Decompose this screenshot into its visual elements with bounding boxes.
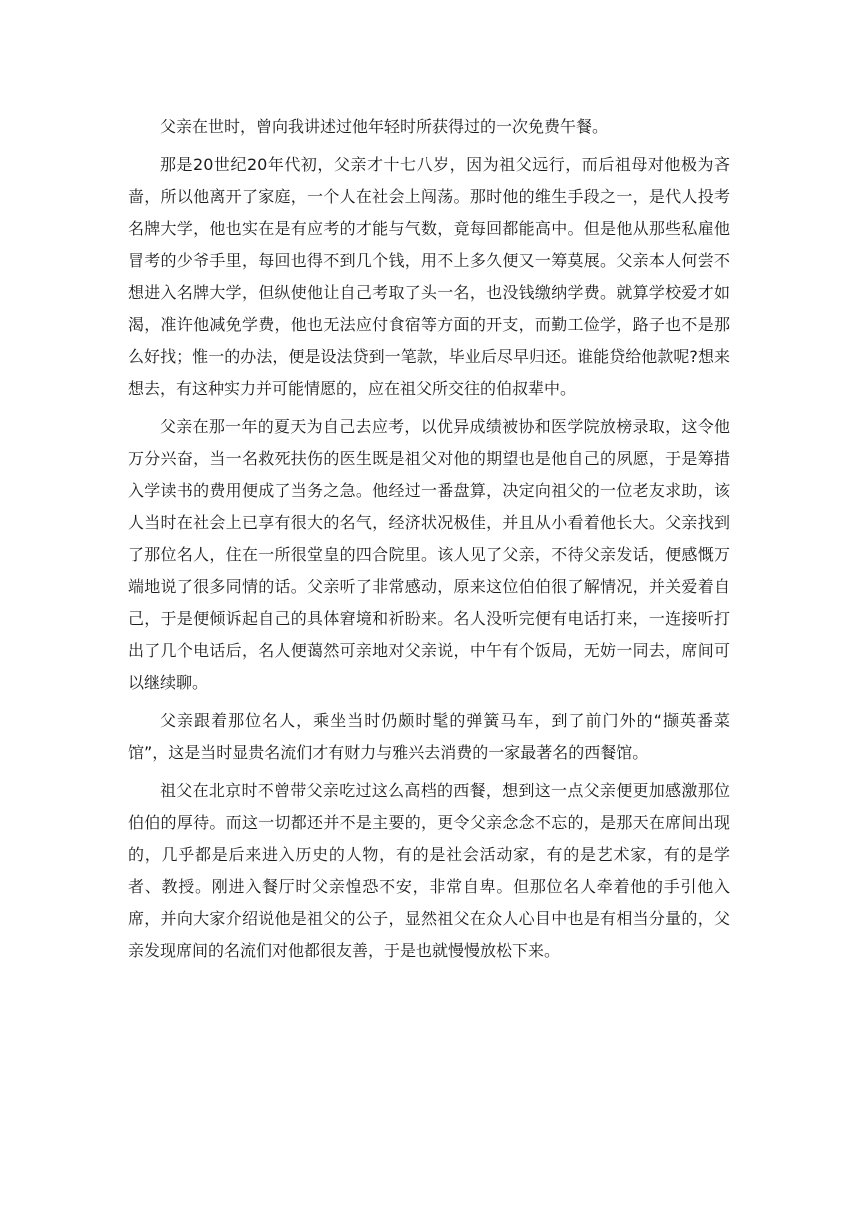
paragraph-3: 父亲在那一年的夏天为自己去应考，以优异成绩被协和医学院放榜录取，这令他万分兴奋，当一名救死扶伤的医生既是祖父对他的期望也是他自己的夙愿，于是筹措入学读书的费用便成了当务之急。他经过一番盘算，决定向祖父的一位老友求助，该人当时在社会上已享有很大的名气，经济状况极佳，并且从小看着他长大。父亲找到了那位名人，住在一所很堂皇的四合院里。该人见了父亲，不待父亲发话，便感慨万端地说了很多同情的话。父亲听了非常感动，原来这位伯伯很了解情况，并关爱着自己，于是便倾诉起自己的具体窘境和祈盼来。名人没听完便有电话打来，一连接听打出了几个电话后，名人便蔼然可亲地对父亲说，中午有个饭局，无妨一同去，席间可以继续聊。 [128,417,730,692]
paragraph-4: 父亲跟着那位名人，乘坐当时仍颇时髦的弹簧马车，到了前门外的“撷英番菜馆”，这是当时显贵名流们才有财力与雅兴去消费的一家最著名的西餐馆。 [128,711,730,762]
paragraph-2: 那是20世纪20年代初，父亲才十七八岁，因为祖父远行，而后祖母对他极为吝啬，所以他离开了家庭，一个人在社会上闯荡。那时他的维生手段之一，是代人投考名牌大学，他也实在是有应考的才能与气数，竟每回都能高中。但是他从那些私雇他冒考的少爷手里，每回也得不到几个钱，用不上多久便又一筹莫展。父亲本人何尝不想进入名牌大学，但纵使他让自己考取了头一名，也没钱缴纳学费。就算学校爱才如渴，准许他减免学费，他也无法应付食宿等方面的开支，而勤工俭学，路子也不是那么好找；惟一的办法，便是设法贷到一笔款，毕业后尽早归还。谁能贷给他款呢?想来想去，有这种实力并可能情愿的，应在祖父所交往的伯叔辈中。 [128,155,730,398]
paragraph-5: 祖父在北京时不曾带父亲吃过这么高档的西餐，想到这一点父亲便更加感激那位伯伯的厚待。而这一切都还并不是主要的，更令父亲念念不忘的，是那天在席间出现的，几乎都是后来进入历史的人物，有的是社会活动家，有的是艺术家，有的是学者、教授。刚进入餐厅时父亲惶恐不安，非常自卑。但那位名人牵着他的手引他入席，并向大家介绍说他是祖父的公子，显然祖父在众人心目中也是有相当分量的，父亲发现席间的名流们对他都很友善，于是也就慢慢放松下来。 [128,781,730,960]
article-body [128,111,730,973]
paragraph-1: 父亲在世时，曾向我讲述过他年轻时所获得过的一次免费午餐。 [160,117,609,136]
